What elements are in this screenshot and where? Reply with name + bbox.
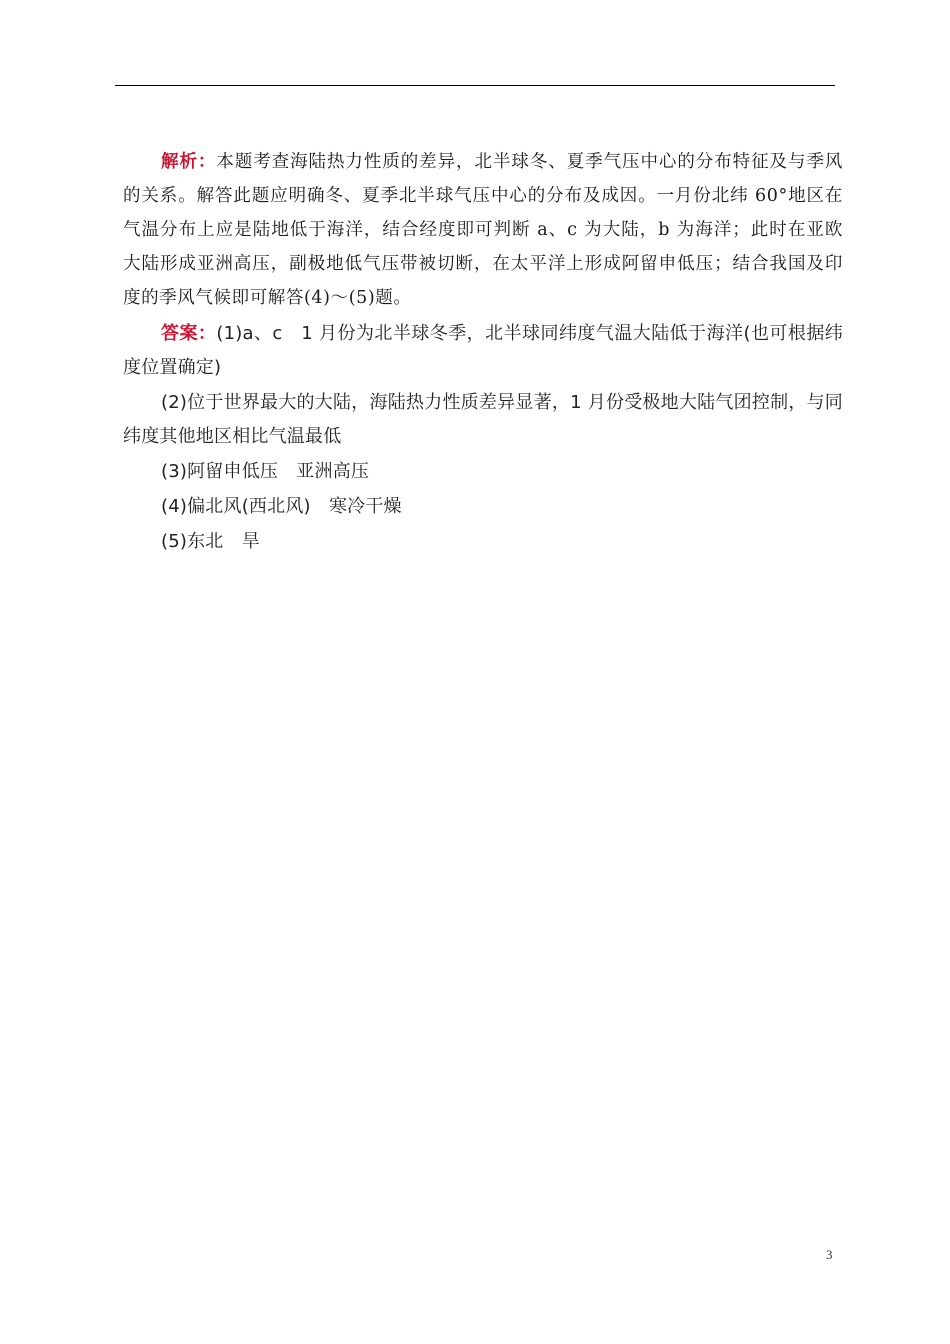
analysis-label: 解析： bbox=[161, 152, 217, 172]
header-rule bbox=[115, 85, 835, 86]
analysis-text: 本题考查海陆热力性质的差异，北半球冬、夏季气压中心的分布特征及与季风的关系。解答此题应明确冬、夏季北半球气压中心的分布及成因。一月份北纬 60°地区在气温分布上应是陆地低于海洋，结合经度即可判断 a、c 为大陆，b 为海洋；此时在亚欧大陆形成亚洲高压，副极地低气压带被切断，在太平洋上形成阿留申低压；结合我国及印度的季风气候即可解答(4)～(5)题。 bbox=[123, 152, 843, 308]
answer-label: 答案： bbox=[161, 323, 217, 344]
answer-item-5: (5)东北 旱 bbox=[161, 531, 260, 552]
answer-item-3: (3)阿留申低压 亚洲高压 bbox=[161, 461, 370, 482]
answer-item-2: (2)位于世界最大的大陆，海陆热力性质差异显著，1 月份受极地大陆气团控制，与同纬度其他地区相比气温最低 bbox=[123, 392, 843, 447]
document-body bbox=[123, 145, 843, 559]
analysis-paragraph bbox=[123, 145, 843, 315]
page-number: 3 bbox=[826, 1247, 833, 1262]
answer-item-4: (4)偏北风(西北风) 寒冷干燥 bbox=[161, 496, 402, 517]
answer-item-1 bbox=[123, 317, 843, 385]
answer-item-1-text: (1)a、c 1 月份为北半球冬季，北半球同纬度气温大陆低于海洋(也可根据纬度位置确定) bbox=[123, 323, 843, 378]
